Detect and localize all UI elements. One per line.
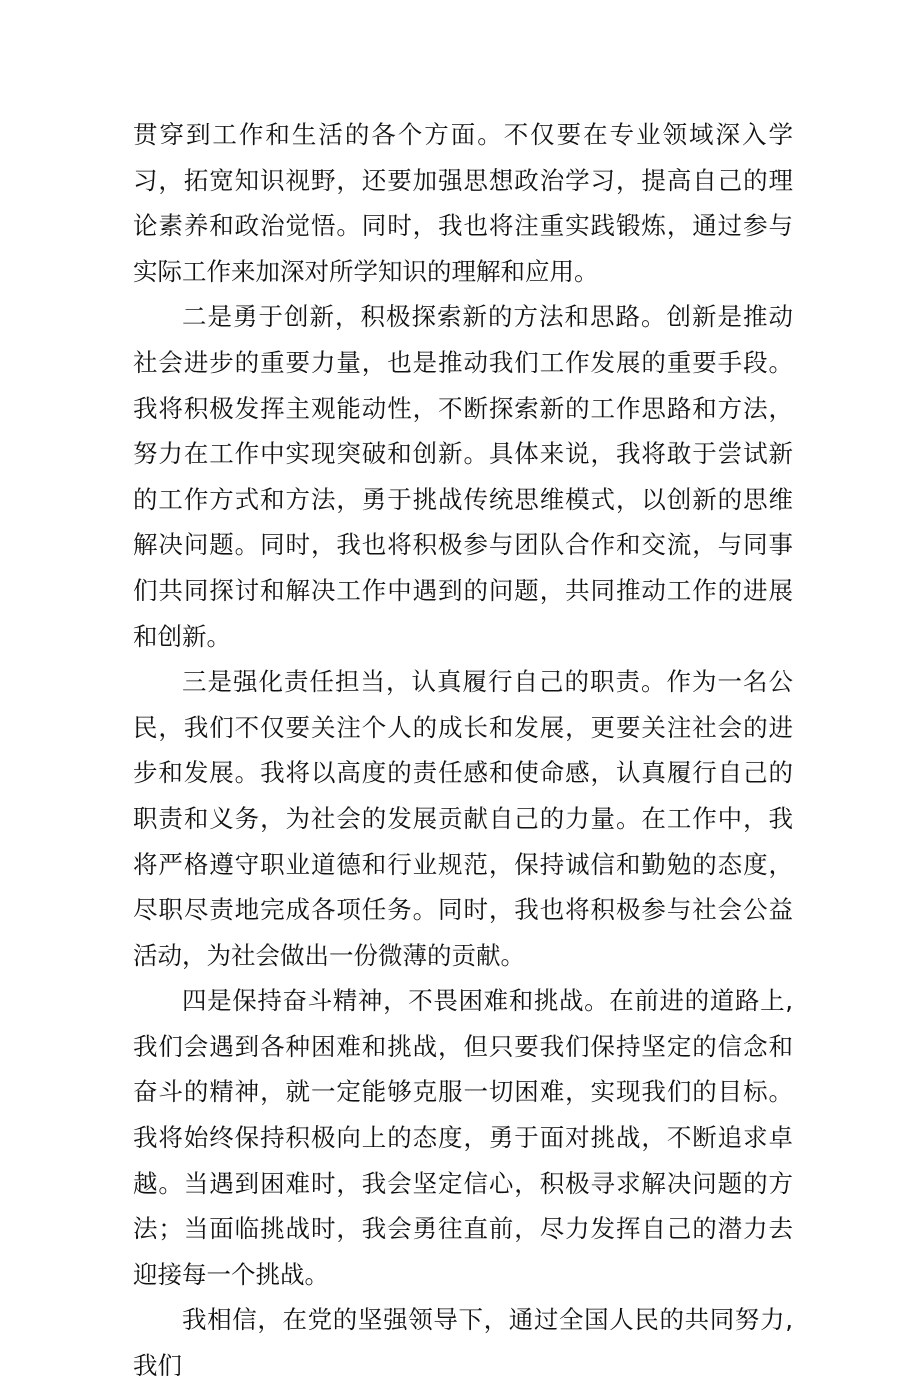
paragraph-responsibility: 三是强化责任担当，认真履行自己的职责。作为一名公民，我们不仅要关注个人的成长和发展，更要关注社会的进步和发展。我将以高度的责任感和使命感，认真履行自己的职责和义务，为社会的发展贡献自己的力量。在工作中，我将严格遵守职业道德和行业规范，保持诚信和勤勉的态度，尽职尽责地完成各项任务。同时，我也将积极参与社会公益活动，为社会做出一份微薄的贡献。 — [133, 667, 793, 970]
paragraph-innovation: 二是勇于创新，积极探索新的方法和思路。创新是推动社会进步的重要力量，也是推动我们工作发展的重要手段。我将积极发挥主观能动性，不断探索新的工作思路和方法，努力在工作中实现突破和创新。具体来说，我将敢于尝试新的工作方式和方法，勇于挑战传统思维模式，以创新的思维解决问题。同时，我也将积极参与团队合作和交流，与同事们共同探讨和解决工作中遇到的问题，共同推动工作的进展和创新。 — [133, 302, 793, 651]
paragraph-continuation: 贯穿到工作和生活的各个方面。不仅要在专业领域深入学习，拓宽知识视野，还要加强思想政治学习，提高自己的理论素养和政治觉悟。同时，我也将注重实践锻炼，通过参与实际工作来加深对所学知识的理解和应用。 — [133, 120, 793, 286]
document-body — [133, 112, 793, 1389]
paragraph-perseverance: 四是保持奋斗精神，不畏困难和挑战。在前进的道路上,我们会遇到各种困难和挑战，但只要我们保持坚定的信念和奋斗的精神，就一定能够克服一切困难，实现我们的目标。我将始终保持积极向上的态度，勇于面对挑战，不断追求卓越。当遇到困难时，我会坚定信心，积极寻求解决问题的方法；当面临挑战时，我会勇往直前，尽力发挥自己的潜力去迎接每一个挑战。 — [133, 986, 793, 1289]
paragraph-conclusion: 我相信，在党的坚强领导下，通过全国人民的共同努力,我们 — [133, 1305, 793, 1381]
